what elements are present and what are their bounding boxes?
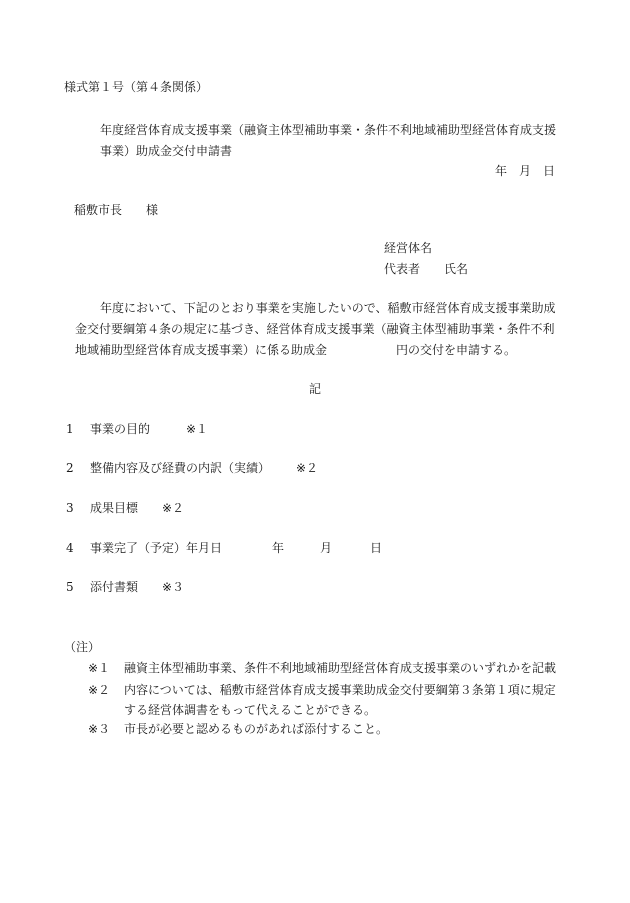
body-line2: 金交付要綱第４条の規定に基づき、経営体育成支援事業（融資主体型補助事業・条件不利 — [75, 322, 555, 336]
item-note: ※３ — [162, 580, 185, 594]
completion-day-label: 日 — [370, 541, 383, 555]
body-line3-b: 円の交付を申請する。 — [396, 343, 517, 357]
body-line1: 年度において、下記のとおり事業を実施したいので、稲敷市経営体育成支援事業助成 — [100, 301, 556, 315]
item-note: ※１ — [186, 422, 209, 436]
item-number: 1 — [66, 422, 74, 436]
item-label: 事業完了（予定）年月日 — [90, 541, 223, 555]
item-number: 4 — [66, 541, 74, 555]
note2-text-line1: 内容については、稲敷市経営体育成支援事業助成金交付要綱第３条第１項に規定 — [124, 683, 556, 697]
completion-year-label: 年 — [272, 541, 285, 555]
item-number: 2 — [66, 461, 74, 475]
item-label: 整備内容及び経費の内訳（実績） — [90, 461, 271, 475]
item-label: 事業の目的 — [90, 422, 151, 436]
completion-month-label: 月 — [320, 541, 333, 555]
note2-mark: ※２ — [88, 683, 111, 697]
note1-text: 融資主体型補助事業、条件不利地域補助型経営体育成支援事業のいずれかを記載 — [124, 661, 557, 675]
date-line: 年 月 日 — [495, 164, 556, 178]
addressee: 稲敷市長 様 — [74, 203, 159, 217]
document-title-line1: 年度経営体育成支援事業（融資主体型補助事業・条件不利地域補助型経営体育成支援 — [100, 123, 557, 137]
item-label: 添付書類 — [90, 580, 139, 594]
item-number: 5 — [66, 580, 74, 594]
form-number: 様式第１号（第４条関係） — [64, 80, 209, 94]
item-note: ※２ — [296, 461, 319, 475]
note2-text-line2: する経営体調書をもって代えることができる。 — [124, 703, 377, 717]
ki-heading: 記 — [309, 382, 322, 396]
note3-mark: ※３ — [88, 722, 111, 736]
item-label: 成果目標 — [90, 501, 139, 515]
note1-mark: ※１ — [88, 661, 111, 675]
item-number: 3 — [66, 501, 74, 515]
representative-label: 代表者 氏名 — [384, 262, 469, 276]
item-note: ※２ — [162, 501, 185, 515]
body-line3-a: 地域補助型経営体育成支援事業）に係る助成金 — [75, 343, 328, 357]
document-title-line2: 事業）助成金交付申請書 — [100, 144, 233, 158]
notes-heading: （注） — [64, 640, 101, 654]
note3-text: 市長が必要と認めるものがあれば添付すること。 — [124, 722, 389, 736]
entity-name-label: 経営体名 — [384, 241, 433, 255]
